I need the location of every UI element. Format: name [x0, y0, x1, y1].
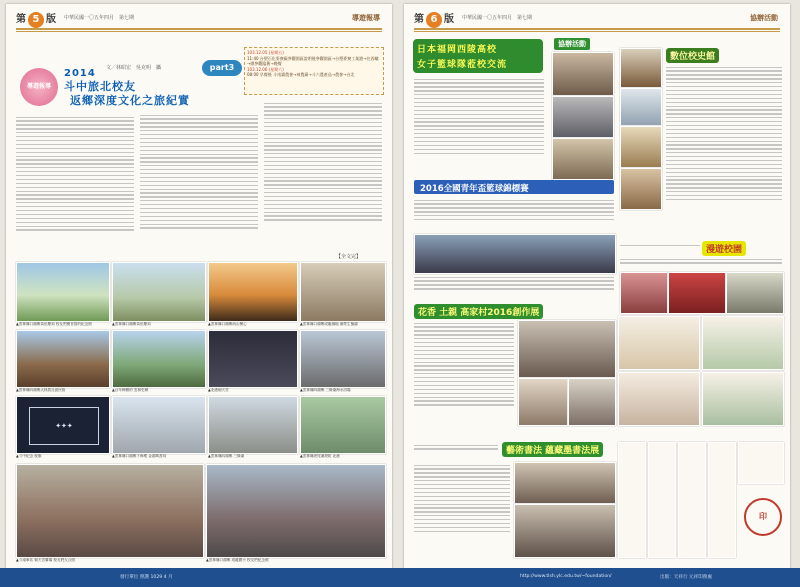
photo-street — [300, 330, 386, 388]
issue-info: 中華民國一〇五年四月 第七期 — [64, 15, 135, 21]
painting-1 — [618, 316, 700, 370]
right-page-header — [404, 4, 790, 30]
painting-4 — [702, 372, 784, 426]
ribbon-banner: 2016全國青年盃籃球錦標賽 — [414, 180, 614, 194]
photo-caption: ▲雲林縣口湖鄉黃田慶祠 校友們聚首寫的紀念照 — [16, 322, 92, 326]
footer-left: 發行單位 照護 1029 4 月 — [120, 575, 173, 580]
photo-caption: ▲北港朝天宮 — [208, 388, 229, 392]
right-page — [404, 4, 790, 569]
photo-calligraphy-2 — [514, 504, 616, 558]
calligraphy-scroll-3 — [678, 442, 706, 558]
calligraphy-article-text — [414, 462, 510, 558]
photo-caption: ▲雲林縣四湖鄉 三條崙海水浴場 — [300, 388, 351, 392]
photo-wetland — [16, 262, 110, 322]
part-label: part3 — [202, 60, 242, 76]
schedule-line: 08:00 早餐後 斗南鎮農會→神農廟→斗六農產品→農會→台北 — [247, 72, 355, 78]
painting-3 — [618, 372, 700, 426]
schedule-line: 103.12.05 (星期五) — [247, 50, 284, 55]
section-badge: 導遊報導 — [20, 68, 58, 106]
photo-caption: ▲雲林縣虎尾溪堤防 北港 — [300, 454, 340, 458]
footer-bar — [0, 568, 800, 587]
event2-title: 漫遊校園 — [702, 241, 746, 256]
body-column-3 — [264, 100, 382, 252]
photo-caption: ▲百年樟樹的 雲林史蹟 — [112, 388, 149, 392]
assist-tag: 協辦活動 — [554, 38, 590, 50]
photo-library-4 — [620, 168, 662, 210]
body-column-2 — [140, 112, 258, 256]
photo-event-1 — [620, 272, 668, 314]
left-page — [6, 4, 392, 569]
event2-text — [620, 256, 782, 270]
photo-river — [112, 262, 206, 322]
photo-visit-3 — [552, 138, 614, 180]
schedule-line: 11:40 台塑石化麥寮廠參觀園區說明後參觀園區→台塑麥寮工業港→往西螺→總參觀臨舊→晚餐 — [247, 55, 379, 67]
page-number: 第 6 版 — [414, 10, 454, 28]
photo-night-building — [208, 330, 298, 388]
calligraphy-title: 藝術書法 蘊藏墨書法展 — [502, 442, 603, 457]
article-title: 2014 — [64, 68, 96, 79]
article-title-basketball-exchange: 日本福岡西陵高校 女子籃球隊蒞校交流 — [413, 39, 543, 73]
schedule-box — [244, 47, 384, 95]
photo-pavilion — [208, 396, 298, 454]
photo-group-temple — [300, 262, 386, 322]
photo-caption: ▲雲林縣四湖鄉 三條崙 — [208, 454, 245, 458]
digital-history-title: 數位校史館 — [666, 48, 719, 63]
photo-landscape — [112, 330, 206, 388]
photo-group-station — [16, 464, 204, 558]
calligraphy-scroll-2 — [648, 442, 676, 558]
photo-caption: ▲雲林縣口湖鄉下海墘 金湖萬善祠 — [112, 454, 167, 458]
photo-art-2 — [518, 378, 568, 426]
photo-event-3 — [726, 272, 784, 314]
left-page-header — [6, 4, 392, 30]
seal-stamp: 印 — [744, 498, 782, 536]
event2-kicker — [620, 242, 700, 252]
photo-caption: ▲斗南車站 朝天宮廣場 校友們大合照 — [16, 558, 75, 562]
photo-event-2 — [668, 272, 726, 314]
photo-caption: ▲雲林縣口湖鄉西山樂心 — [208, 322, 247, 326]
title-main: 斗中旅北校友 — [64, 80, 136, 93]
photo-palms — [300, 396, 386, 454]
photo-visit-1 — [552, 52, 614, 96]
page-number: 第 5 版 — [16, 10, 56, 28]
photo-visit-2 — [552, 96, 614, 138]
photo-caption: ▲斗中紀念 校旗 — [16, 454, 42, 458]
section-name: 導遊報導 — [352, 14, 380, 22]
art-exhibition-title: 花香 土親 高家村2016創作展 — [414, 304, 543, 319]
ribbon-article-text — [414, 197, 614, 231]
photo-caption: ▲雲林縣口湖鄉黃田慶祠 — [112, 322, 151, 326]
title-sub: 返鄉深度文化之旅紀實 — [70, 94, 190, 107]
photo-group-school — [206, 464, 386, 558]
photo-library-3 — [620, 126, 662, 168]
photo-shrine — [112, 396, 206, 454]
art-article-text — [414, 320, 514, 438]
photo-school-flag — [16, 396, 110, 454]
flag-icon: ✦✦✦ — [29, 407, 99, 445]
photo-caption: ▲雲林縣四湖鄉大林厝社區民宿 — [16, 388, 66, 392]
photo-art-1 — [518, 320, 616, 378]
footer-right: 出版：天祥行 元祥印務處 — [660, 575, 712, 580]
photo-caption: ▲雲林縣口湖鄉成龍濕地 潮景生態園 — [300, 322, 358, 326]
painting-2 — [702, 316, 784, 370]
calligraphy-piece — [738, 442, 784, 484]
photo-caption: ▲雲林縣口湖鄉 成龍國小 校友們紀念照 — [206, 558, 269, 562]
calligraphy-scroll-1 — [618, 442, 646, 558]
photo-library-2 — [620, 88, 662, 126]
photo-library-1 — [620, 48, 662, 88]
basketball-article-text — [414, 76, 544, 176]
photo-calligraphy-1 — [514, 462, 616, 504]
section-name: 協辦活動 — [750, 14, 778, 22]
schedule-line: 103.12.06 (星期六) — [247, 66, 284, 72]
body-column-1 — [16, 114, 134, 256]
byline: 文／林昭宏 吳克明 攝 — [106, 65, 162, 71]
photo-sunset — [208, 262, 298, 322]
photo-temple-roof — [16, 330, 110, 388]
calligraphy-kicker — [414, 442, 498, 458]
issue-info: 中華民國一〇五年四月 第七期 — [462, 15, 533, 21]
team-text — [414, 274, 614, 300]
library-article-text — [666, 64, 782, 239]
photo-art-3 — [568, 378, 616, 426]
photo-basketball-team — [414, 234, 616, 274]
calligraphy-scroll-4 — [708, 442, 736, 558]
footer-website[interactable]: http://www.tlsh.ylc.edu.tw/~foundation/ — [520, 574, 612, 579]
end-mark: 【全文完】 — [336, 254, 362, 260]
